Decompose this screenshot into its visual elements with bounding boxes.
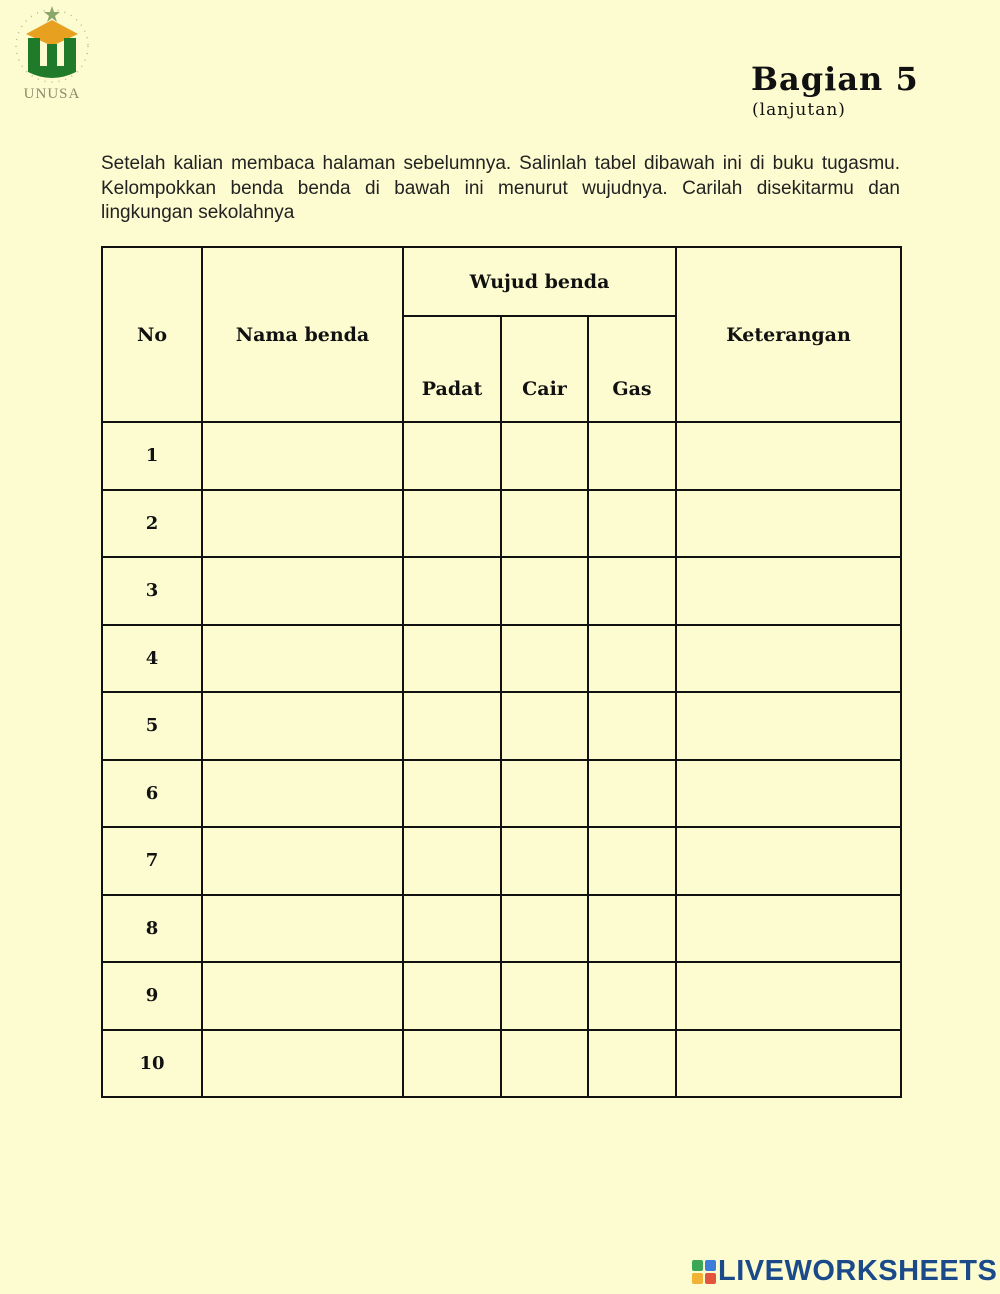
cell-padat[interactable] bbox=[403, 422, 501, 490]
header-gas-label: Gas bbox=[612, 378, 652, 400]
cell-cair[interactable] bbox=[501, 760, 588, 828]
cell-nama-benda[interactable] bbox=[202, 422, 403, 490]
cell-gas[interactable] bbox=[588, 1030, 676, 1098]
table-row bbox=[102, 422, 901, 490]
logo-emblem-icon bbox=[10, 4, 94, 88]
cell-padat[interactable] bbox=[403, 760, 501, 828]
cell-keterangan[interactable] bbox=[676, 962, 901, 1030]
cell-keterangan[interactable] bbox=[676, 490, 901, 558]
header-gas bbox=[588, 316, 676, 422]
cell-gas[interactable] bbox=[588, 760, 676, 828]
cell-nama-benda[interactable] bbox=[202, 895, 403, 963]
table-row bbox=[102, 625, 901, 693]
cell-gas[interactable] bbox=[588, 827, 676, 895]
cell-keterangan[interactable] bbox=[676, 895, 901, 963]
cell-cair[interactable] bbox=[501, 895, 588, 963]
header-padat-label: Padat bbox=[421, 378, 483, 400]
header-cair-label: Cair bbox=[522, 378, 567, 400]
cell-nama-benda[interactable] bbox=[202, 827, 403, 895]
table-row bbox=[102, 692, 901, 760]
cell-gas[interactable] bbox=[588, 490, 676, 558]
table-row bbox=[102, 827, 901, 895]
cell-nama-benda[interactable] bbox=[202, 692, 403, 760]
cell-gas[interactable] bbox=[588, 692, 676, 760]
cell-keterangan[interactable] bbox=[676, 1030, 901, 1098]
cell-gas[interactable] bbox=[588, 625, 676, 693]
cell-gas[interactable] bbox=[588, 422, 676, 490]
cell-cair[interactable] bbox=[501, 1030, 588, 1098]
cell-keterangan[interactable] bbox=[676, 692, 901, 760]
worksheet-table bbox=[101, 246, 902, 1098]
cell-no: 2 bbox=[102, 490, 202, 558]
cell-cair[interactable] bbox=[501, 557, 588, 625]
cell-cair[interactable] bbox=[501, 827, 588, 895]
cell-no: 9 bbox=[102, 962, 202, 1030]
cell-nama-benda[interactable] bbox=[202, 490, 403, 558]
cell-padat[interactable] bbox=[403, 827, 501, 895]
cell-padat[interactable] bbox=[403, 962, 501, 1030]
table-row bbox=[102, 760, 901, 828]
cell-no: 4 bbox=[102, 625, 202, 693]
cell-nama-benda[interactable] bbox=[202, 557, 403, 625]
section-title: Bagian 5 bbox=[751, 60, 919, 98]
cell-gas[interactable] bbox=[588, 557, 676, 625]
instruction-text: Setelah kalian membaca halaman sebelumnya. Salinlah tabel dibawah ini di buku tugasmu. Kelompokkan benda benda di bawah ini menurut wujudnya. Carilah disekitarmu dan lingkungan sekolahnya bbox=[101, 153, 900, 223]
cell-cair[interactable] bbox=[501, 490, 588, 558]
cell-no: 1 bbox=[102, 422, 202, 490]
header-nama-benda: Nama benda bbox=[202, 247, 403, 422]
cell-gas[interactable] bbox=[588, 895, 676, 963]
cell-nama-benda[interactable] bbox=[202, 1030, 403, 1098]
table-row bbox=[102, 962, 901, 1030]
cell-nama-benda[interactable] bbox=[202, 760, 403, 828]
cell-keterangan[interactable] bbox=[676, 760, 901, 828]
cell-no: 7 bbox=[102, 827, 202, 895]
cell-no: 10 bbox=[102, 1030, 202, 1098]
cell-cair[interactable] bbox=[501, 422, 588, 490]
liveworksheets-text: LIVEWORKSHEETS bbox=[718, 1255, 998, 1287]
cell-gas[interactable] bbox=[588, 962, 676, 1030]
cell-keterangan[interactable] bbox=[676, 827, 901, 895]
cell-nama-benda[interactable] bbox=[202, 962, 403, 1030]
cell-keterangan[interactable] bbox=[676, 422, 901, 490]
cell-cair[interactable] bbox=[501, 962, 588, 1030]
cell-keterangan[interactable] bbox=[676, 625, 901, 693]
cell-padat[interactable] bbox=[403, 692, 501, 760]
cell-padat[interactable] bbox=[403, 895, 501, 963]
table-row bbox=[102, 557, 901, 625]
cell-cair[interactable] bbox=[501, 625, 588, 693]
header-wujud-benda: Wujud benda bbox=[403, 247, 676, 316]
table-row bbox=[102, 490, 901, 558]
cell-no: 6 bbox=[102, 760, 202, 828]
cell-padat[interactable] bbox=[403, 1030, 501, 1098]
cell-padat[interactable] bbox=[403, 557, 501, 625]
table-row bbox=[102, 1030, 901, 1098]
section-subtitle: (lanjutan) bbox=[752, 100, 846, 120]
liveworksheets-brand bbox=[692, 1255, 997, 1288]
unusa-logo bbox=[10, 4, 94, 104]
liveworksheets-icon bbox=[692, 1260, 716, 1284]
cell-no: 8 bbox=[102, 895, 202, 963]
cell-nama-benda[interactable] bbox=[202, 625, 403, 693]
cell-cair[interactable] bbox=[501, 692, 588, 760]
cell-no: 5 bbox=[102, 692, 202, 760]
cell-padat[interactable] bbox=[403, 625, 501, 693]
cell-padat[interactable] bbox=[403, 490, 501, 558]
header-keterangan: Keterangan bbox=[676, 247, 901, 422]
header-padat bbox=[403, 316, 501, 422]
logo-text: UNUSA bbox=[23, 86, 81, 102]
cell-no: 3 bbox=[102, 557, 202, 625]
header-no: No bbox=[102, 247, 202, 422]
header-cair bbox=[501, 316, 588, 422]
table-row bbox=[102, 895, 901, 963]
cell-keterangan[interactable] bbox=[676, 557, 901, 625]
